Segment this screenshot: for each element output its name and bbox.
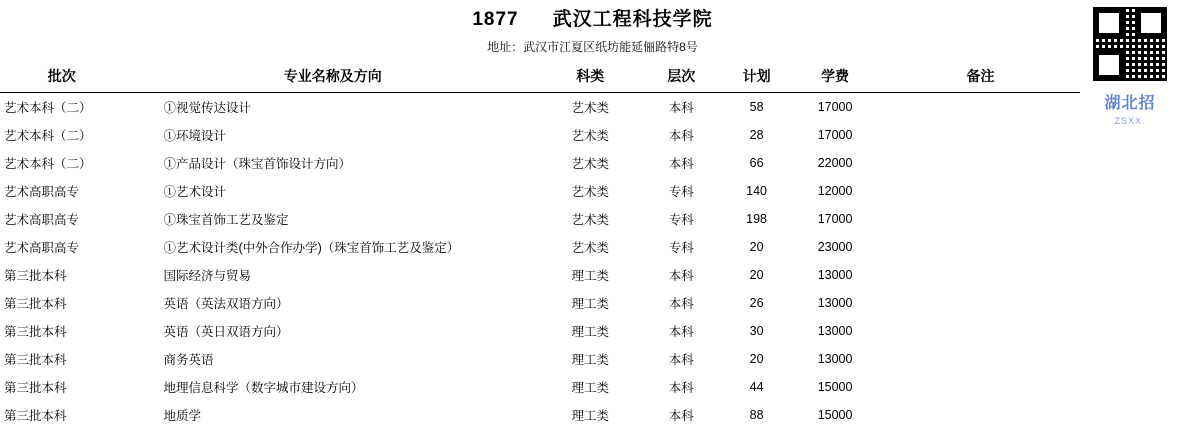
column-header-beizhu: 备注 xyxy=(881,62,1080,93)
cell-beizhu xyxy=(881,373,1080,401)
cell-cengci: 专科 xyxy=(638,233,724,261)
cell-jihua: 30 xyxy=(724,317,789,345)
table-row xyxy=(0,177,1080,205)
cell-major: 地质学 xyxy=(123,401,542,429)
cell-major: ①珠宝首饰工艺及鉴定 xyxy=(123,205,542,233)
page-title xyxy=(0,4,1185,31)
column-header-jihua: 计划 xyxy=(724,62,789,93)
cell-pici: 第三批本科 xyxy=(0,401,123,429)
qr-caption: 湖北招 xyxy=(1075,90,1185,113)
cell-beizhu xyxy=(881,401,1080,429)
cell-pici: 艺术本科（二） xyxy=(0,93,123,122)
cell-jihua: 198 xyxy=(724,205,789,233)
table-row xyxy=(0,261,1080,289)
cell-kelei: 艺术类 xyxy=(542,233,638,261)
cell-beizhu xyxy=(881,289,1080,317)
cell-pici: 艺术本科（二） xyxy=(0,149,123,177)
cell-cengci: 本科 xyxy=(638,261,724,289)
cell-xuefei: 23000 xyxy=(789,233,881,261)
cell-cengci: 专科 xyxy=(638,205,724,233)
cell-jihua: 58 xyxy=(724,93,789,122)
cell-kelei: 艺术类 xyxy=(542,177,638,205)
cell-major: 英语（英法双语方向） xyxy=(123,289,542,317)
cell-beizhu xyxy=(881,233,1080,261)
cell-cengci: 本科 xyxy=(638,149,724,177)
cell-beizhu xyxy=(881,149,1080,177)
cell-xuefei: 15000 xyxy=(789,401,881,429)
cell-major: ①环境设计 xyxy=(123,121,542,149)
document-header xyxy=(0,0,1185,55)
cell-kelei: 艺术类 xyxy=(542,205,638,233)
table-header-row xyxy=(0,62,1080,93)
cell-xuefei: 12000 xyxy=(789,177,881,205)
cell-xuefei: 17000 xyxy=(789,121,881,149)
cell-pici: 艺术高职高专 xyxy=(0,233,123,261)
cell-major: 英语（英日双语方向） xyxy=(123,317,542,345)
cell-xuefei: 17000 xyxy=(789,205,881,233)
cell-kelei: 艺术类 xyxy=(542,121,638,149)
column-header-pici: 批次 xyxy=(0,62,123,93)
qr-code-icon[interactable] xyxy=(1090,4,1170,84)
table-row xyxy=(0,317,1080,345)
table-row xyxy=(0,233,1080,261)
cell-pici: 第三批本科 xyxy=(0,261,123,289)
cell-kelei: 理工类 xyxy=(542,261,638,289)
cell-xuefei: 22000 xyxy=(789,149,881,177)
cell-major: ①视觉传达设计 xyxy=(123,93,542,122)
cell-major: ①艺术设计类(中外合作办学)（珠宝首饰工艺及鉴定） xyxy=(123,233,542,261)
cell-kelei: 艺术类 xyxy=(542,93,638,122)
cell-cengci: 本科 xyxy=(638,401,724,429)
cell-pici: 第三批本科 xyxy=(0,373,123,401)
cell-pici: 第三批本科 xyxy=(0,317,123,345)
table-row xyxy=(0,205,1080,233)
cell-major: ①产品设计（珠宝首饰设计方向） xyxy=(123,149,542,177)
cell-kelei: 艺术类 xyxy=(542,149,638,177)
table-row xyxy=(0,93,1080,122)
cell-xuefei: 13000 xyxy=(789,345,881,373)
cell-jihua: 44 xyxy=(724,373,789,401)
cell-cengci: 本科 xyxy=(638,373,724,401)
cell-xuefei: 13000 xyxy=(789,317,881,345)
cell-jihua: 28 xyxy=(724,121,789,149)
cell-major: 商务英语 xyxy=(123,345,542,373)
cell-beizhu xyxy=(881,205,1080,233)
cell-jihua: 20 xyxy=(724,345,789,373)
column-header-major: 专业名称及方向 xyxy=(123,62,542,93)
cell-xuefei: 13000 xyxy=(789,261,881,289)
column-header-cengci: 层次 xyxy=(638,62,724,93)
cell-pici: 艺术本科（二） xyxy=(0,121,123,149)
cell-kelei: 理工类 xyxy=(542,317,638,345)
table-row xyxy=(0,401,1080,429)
cell-xuefei: 15000 xyxy=(789,373,881,401)
column-header-kelei: 科类 xyxy=(542,62,638,93)
table-row xyxy=(0,289,1080,317)
cell-cengci: 本科 xyxy=(638,121,724,149)
cell-jihua: 140 xyxy=(724,177,789,205)
cell-pici: 艺术高职高专 xyxy=(0,205,123,233)
cell-cengci: 本科 xyxy=(638,345,724,373)
cell-major: 国际经济与贸易 xyxy=(123,261,542,289)
cell-beizhu xyxy=(881,177,1080,205)
table-row xyxy=(0,373,1080,401)
cell-pici: 第三批本科 xyxy=(0,289,123,317)
cell-cengci: 本科 xyxy=(638,289,724,317)
cell-major: 地理信息科学（数字城市建设方向） xyxy=(123,373,542,401)
cell-kelei: 理工类 xyxy=(542,373,638,401)
cell-kelei: 理工类 xyxy=(542,401,638,429)
cell-jihua: 20 xyxy=(724,261,789,289)
table-row xyxy=(0,345,1080,373)
school-address: 地址：武汉市江夏区纸坊能延俪路特8号 xyxy=(0,38,1185,55)
cell-kelei: 理工类 xyxy=(542,345,638,373)
column-header-xuefei: 学费 xyxy=(789,62,881,93)
cell-cengci: 本科 xyxy=(638,317,724,345)
cell-beizhu xyxy=(881,93,1080,122)
cell-major: ①艺术设计 xyxy=(123,177,542,205)
cell-cengci: 本科 xyxy=(638,93,724,122)
cell-xuefei: 17000 xyxy=(789,93,881,122)
qr-sidebar xyxy=(1075,0,1185,126)
cell-kelei: 理工类 xyxy=(542,289,638,317)
cell-beizhu xyxy=(881,261,1080,289)
cell-xuefei: 13000 xyxy=(789,289,881,317)
table-row xyxy=(0,149,1080,177)
enrollment-table xyxy=(0,62,1080,429)
cell-beizhu xyxy=(881,121,1080,149)
qr-sub-caption: ZSXX. xyxy=(1075,116,1185,126)
cell-beizhu xyxy=(881,317,1080,345)
cell-jihua: 66 xyxy=(724,149,789,177)
school-code: 1877 xyxy=(472,9,518,30)
school-name: 武汉工程科技学院 xyxy=(553,9,713,30)
table-row xyxy=(0,121,1080,149)
cell-beizhu xyxy=(881,345,1080,373)
table-body xyxy=(0,93,1080,429)
cell-jihua: 88 xyxy=(724,401,789,429)
cell-pici: 艺术高职高专 xyxy=(0,177,123,205)
cell-pici: 第三批本科 xyxy=(0,345,123,373)
cell-jihua: 26 xyxy=(724,289,789,317)
cell-cengci: 专科 xyxy=(638,177,724,205)
qr-corner-icon xyxy=(1095,51,1123,79)
cell-jihua: 20 xyxy=(724,233,789,261)
